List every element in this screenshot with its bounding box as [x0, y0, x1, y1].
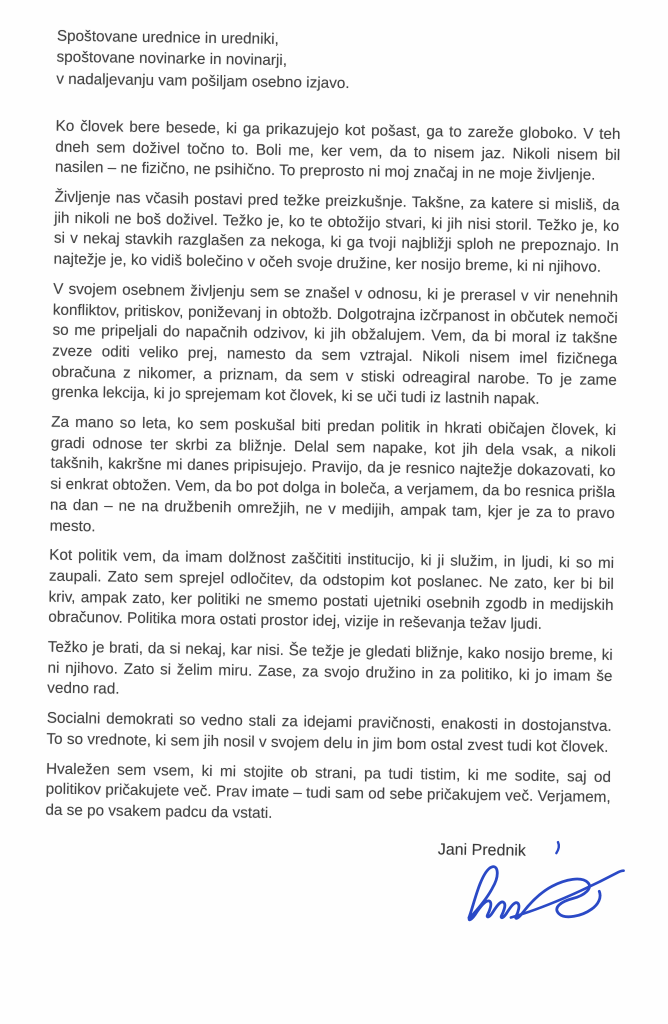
paragraph: Socialni demokrati so vedno stali za idejami pravičnosti, enakosti in dostojanstva. To so vrednote, ki sem jih nosil v svojem delu in jim bom ostal zvest tudi kot človek.	[46, 709, 612, 756]
paragraph: V svojem osebnem življenju sem se znašel v odnosu, ki je prerasel v vir nenehnih konfliktov, pritiskov, poniževanj in obtožb. Dolgotrajna izčrpanost in občutek nemoči so me pripeljali do napačnih odzivov, ki jih obžalujem. Vem, da bi moral iz takšne zveze oditi veliko prej, namesto da sem vztrajal. Nikoli nisem imel fizičnega obračuna z nikomer, a priznam, da sem v stiski odreagiral narobe. To je zame grenka lekcija, ki jo sprejemam kot človek, ki se uči tudi iz lastnih napak.	[51, 280, 619, 409]
paragraph: Težko je brati, da si nekaj, kar nisi. Še težje je gledati bližnje, kako nosijo breme, ki ni njihovo. Zato si želim miru. Zase, za svojo družino in za politiko, ki jo imam še vedno rad.	[47, 638, 613, 699]
signer-name: Jani Prednik	[437, 841, 526, 860]
signature-block	[44, 834, 604, 925]
salutation-line: v nadaljevanju vam pošiljam osebno izjavo.	[56, 70, 350, 92]
pen-tick-mark-icon	[552, 840, 564, 858]
signature-ink	[459, 861, 632, 926]
paragraph: Ko človek bere besede, ki ga prikazujejo kot pošast, ga to zareže globoko. V teh dneh sem doživel točno to. Boli me, ker vem, da to nisem jaz. Nikoli nisem bil nasilen – ne fizično, ne psihično. To preprosto ni moj značaj in ne moje življenje.	[54, 117, 621, 184]
paragraph: Za mano so leta, ko sem poskušal biti predan politik in hkrati običajen človek, ki gradi odnose ter skrbi za bližnje. Delal sem napake, kot jih dela vsak, a nikoli takšnih, kakršne mi danes pripisujejo. Pravijo, da je resnico najtežje dokazovati, ko si enkrat obtožen. Vem, da bo pot dolga in boleča, a verjamem, da bo resnica prišla na dan – ne na družbenih omrežjih, ne v medijih, ampak tam, kjer je za to pravo mesto.	[49, 413, 617, 535]
pen-tick-stroke	[556, 842, 559, 853]
paragraph: Življenje nas včasih postavi pred težke preizkušnje. Takšne, za katere si misliš, da jih nikoli ne boš doživel. Težko je, ko te obtožijo stvari, ki jih nisi storil. Težko je, ko si v nekaj stavkih razglašen za nekoga, ki ga tvoji najbližji sploh ne prepoznajo. In najtežje je, ko vidiš bolečino v očeh svoje družine, ker nosijo breme, ki ni njihovo.	[53, 188, 620, 276]
signature-main-stroke	[469, 866, 601, 921]
paragraph: Kot politik vem, da imam dolžnost zaščititi institucijo, ki ji služim, in ljudi, ki so mi zaupali. Zato sem sprejel odločitev, da odstopim kot poslanec. Ne zato, ker bi bil kriv, ampak zato, ker politiki ne smemo postati ujetniki osebnih zgodb in medijskih obračunov. Politika mora ostati prostor idej, vizije in reševanja težav ljudi.	[48, 546, 615, 634]
salutation-line: spoštovane novinarke in novinarji,	[56, 48, 288, 70]
signature-flourish-stroke	[511, 869, 624, 919]
salutation	[56, 26, 622, 98]
signature-name-row	[438, 840, 564, 861]
paragraph: Hvaležen sem vsem, ki mi stojite ob strani, pa tudi tistim, ki me sodite, saj od politikov pričakujete več. Prav imate – tudi sam od sebe pričakujem več. Verjamem, da se po vsakem padcu da vstati.	[45, 760, 612, 822]
salutation-line: Spoštovane urednice in uredniki,	[56, 27, 279, 48]
